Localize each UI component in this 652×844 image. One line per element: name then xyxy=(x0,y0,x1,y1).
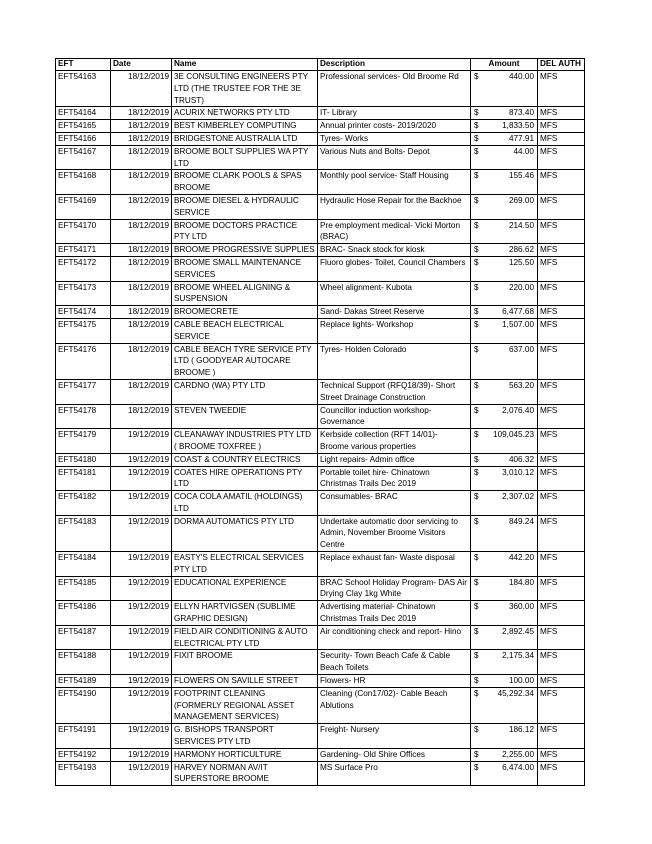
cell-date: 18/12/2019 xyxy=(111,318,172,343)
cell-name: FIELD AIR CONDITIONING & AUTO ELECTRICAL PTY LTD xyxy=(172,625,318,650)
table-row xyxy=(56,625,585,650)
cell-name: EASTY'S ELECTRICAL SERVICES PTY LTD xyxy=(172,552,318,577)
cell-date: 18/12/2019 xyxy=(111,132,172,145)
amount-value: 2,307.02 xyxy=(502,492,534,502)
header-row xyxy=(56,59,585,71)
cell-name: BEST KIMBERLEY COMPUTING xyxy=(172,120,318,133)
currency-symbol: $ xyxy=(474,553,479,563)
table-row xyxy=(56,306,585,319)
table-row xyxy=(56,107,585,120)
amount-value: 286.62 xyxy=(508,245,534,255)
cell-amount xyxy=(471,552,538,577)
cell-date: 18/12/2019 xyxy=(111,281,172,306)
cell-eft: EFT54177 xyxy=(56,379,111,404)
cell-amount xyxy=(471,120,538,133)
cell-description: Kerbside collection (RFT 14/01)- Broome various properties xyxy=(318,429,471,454)
cell-eft: EFT54169 xyxy=(56,194,111,219)
cell-del-auth: MFS xyxy=(538,194,585,219)
cell-amount xyxy=(471,748,538,761)
cell-del-auth: MFS xyxy=(538,724,585,749)
header-date: Date xyxy=(111,59,172,71)
cell-del-auth: MFS xyxy=(538,132,585,145)
cell-amount xyxy=(471,194,538,219)
cell-amount xyxy=(471,132,538,145)
cell-date: 18/12/2019 xyxy=(111,219,172,244)
table-row xyxy=(56,675,585,688)
amount-value: 45,292.34 xyxy=(497,688,534,698)
amount-value: 109,045.23 xyxy=(493,430,534,440)
cell-eft: EFT54168 xyxy=(56,170,111,195)
currency-symbol: $ xyxy=(474,344,479,354)
table-row xyxy=(56,244,585,257)
cell-name: CABLE BEACH ELECTRICAL SERVICE xyxy=(172,318,318,343)
currency-symbol: $ xyxy=(474,257,479,267)
cell-del-auth: MFS xyxy=(538,256,585,281)
table-row xyxy=(56,601,585,626)
cell-name: CARDNO (WA) PTY LTD xyxy=(172,379,318,404)
cell-del-auth: MFS xyxy=(538,491,585,516)
currency-symbol: $ xyxy=(474,467,479,477)
cell-del-auth: MFS xyxy=(538,145,585,170)
cell-name: BRIDGESTONE AUSTRALIA LTD xyxy=(172,132,318,145)
cell-description: Wheel alignment- Kubota xyxy=(318,281,471,306)
cell-description: Councillor induction workshop- Governance xyxy=(318,404,471,429)
cell-date: 18/12/2019 xyxy=(111,107,172,120)
amount-value: 1,507.00 xyxy=(502,319,534,329)
cell-amount xyxy=(471,687,538,723)
cell-description: Gardening- Old Shire Offices xyxy=(318,748,471,761)
amount-value: 2,175.34 xyxy=(502,651,534,661)
cell-description: Various Nuts and Bolts- Depot xyxy=(318,145,471,170)
cell-del-auth: MFS xyxy=(538,466,585,491)
table-row xyxy=(56,120,585,133)
cell-description: Portable toilet hire- Chinatown Christmas Trails Dec 2019 xyxy=(318,466,471,491)
table-row xyxy=(56,552,585,577)
cell-date: 18/12/2019 xyxy=(111,256,172,281)
cell-del-auth: MFS xyxy=(538,120,585,133)
currency-symbol: $ xyxy=(474,626,479,636)
table-row xyxy=(56,650,585,675)
table-row xyxy=(56,256,585,281)
cell-del-auth: MFS xyxy=(538,552,585,577)
amount-value: 406.32 xyxy=(508,454,534,464)
cell-date: 19/12/2019 xyxy=(111,724,172,749)
cell-eft: EFT54183 xyxy=(56,515,111,551)
cell-date: 19/12/2019 xyxy=(111,576,172,601)
cell-date: 18/12/2019 xyxy=(111,306,172,319)
cell-description: BRAC School Holiday Program- DAS Air Drying Clay 1kg White xyxy=(318,576,471,601)
table-row xyxy=(56,576,585,601)
currency-symbol: $ xyxy=(474,146,479,156)
cell-name: BROOME PROGRESSIVE SUPPLIES xyxy=(172,244,318,257)
cell-name: BROOMECRETE xyxy=(172,306,318,319)
table-body xyxy=(56,71,585,786)
header-description: Description xyxy=(318,59,471,71)
cell-amount xyxy=(471,343,538,379)
cell-description: Hydraulic Hose Repair for the Backhoe xyxy=(318,194,471,219)
cell-description: Freight- Nursery xyxy=(318,724,471,749)
cell-name: HARMONY HORTICULTURE xyxy=(172,748,318,761)
cell-date: 18/12/2019 xyxy=(111,194,172,219)
cell-name: BROOME DIESEL & HYDRAULIC SERVICE xyxy=(172,194,318,219)
amount-value: 2,076.40 xyxy=(502,405,534,415)
currency-symbol: $ xyxy=(474,688,479,698)
cell-eft: EFT54180 xyxy=(56,453,111,466)
cell-name: FLOWERS ON SAVILLE STREET xyxy=(172,675,318,688)
cell-eft: EFT54165 xyxy=(56,120,111,133)
cell-name: STEVEN TWEEDIE xyxy=(172,404,318,429)
cell-name: EDUCATIONAL EXPERIENCE xyxy=(172,576,318,601)
amount-value: 269.00 xyxy=(508,195,534,205)
cell-eft: EFT54171 xyxy=(56,244,111,257)
cell-amount xyxy=(471,170,538,195)
cell-del-auth: MFS xyxy=(538,515,585,551)
cell-del-auth: MFS xyxy=(538,650,585,675)
cell-eft: EFT54185 xyxy=(56,576,111,601)
cell-name: CLEANAWAY INDUSTRIES PTY LTD ( BROOME TOXFREE ) xyxy=(172,429,318,454)
amount-value: 44.00 xyxy=(513,146,534,156)
table-row xyxy=(56,379,585,404)
cell-eft: EFT54184 xyxy=(56,552,111,577)
cell-amount xyxy=(471,675,538,688)
cell-date: 19/12/2019 xyxy=(111,491,172,516)
currency-symbol: $ xyxy=(474,725,479,735)
cell-eft: EFT54166 xyxy=(56,132,111,145)
cell-eft: EFT54186 xyxy=(56,601,111,626)
cell-eft: EFT54187 xyxy=(56,625,111,650)
cell-description: Light repairs- Admin office xyxy=(318,453,471,466)
currency-symbol: $ xyxy=(474,405,479,415)
cell-description: Security- Town Beach Cafe & Cable Beach Toilets xyxy=(318,650,471,675)
cell-amount xyxy=(471,379,538,404)
cell-eft: EFT54190 xyxy=(56,687,111,723)
cell-date: 18/12/2019 xyxy=(111,379,172,404)
cell-del-auth: MFS xyxy=(538,219,585,244)
currency-symbol: $ xyxy=(474,380,479,390)
cell-eft: EFT54164 xyxy=(56,107,111,120)
header-name: Name xyxy=(172,59,318,71)
cell-del-auth: MFS xyxy=(538,244,585,257)
currency-symbol: $ xyxy=(474,492,479,502)
currency-symbol: $ xyxy=(474,133,479,143)
cell-date: 19/12/2019 xyxy=(111,515,172,551)
cell-date: 19/12/2019 xyxy=(111,761,172,786)
cell-amount xyxy=(471,601,538,626)
table-row xyxy=(56,404,585,429)
currency-symbol: $ xyxy=(474,307,479,317)
table-row xyxy=(56,429,585,454)
cell-description: Undertake automatic door servicing to Admin, November Broome Visitors Centre xyxy=(318,515,471,551)
currency-symbol: $ xyxy=(474,220,479,230)
cell-eft: EFT54167 xyxy=(56,145,111,170)
cell-del-auth: MFS xyxy=(538,281,585,306)
table-row xyxy=(56,343,585,379)
cell-amount xyxy=(471,71,538,107)
cell-name: ELLYN HARTVIGSEN (SUBLIME GRAPHIC DESIGN) xyxy=(172,601,318,626)
cell-amount xyxy=(471,453,538,466)
cell-eft: EFT54181 xyxy=(56,466,111,491)
currency-symbol: $ xyxy=(474,195,479,205)
table-row xyxy=(56,491,585,516)
cell-amount xyxy=(471,145,538,170)
cell-date: 18/12/2019 xyxy=(111,170,172,195)
table-row xyxy=(56,71,585,107)
amount-value: 100.00 xyxy=(508,676,534,686)
cell-description: Consumables- BRAC xyxy=(318,491,471,516)
table-row xyxy=(56,145,585,170)
cell-del-auth: MFS xyxy=(538,170,585,195)
cell-date: 19/12/2019 xyxy=(111,601,172,626)
table-row xyxy=(56,281,585,306)
cell-eft: EFT54174 xyxy=(56,306,111,319)
amount-value: 2,892.45 xyxy=(502,626,534,636)
cell-del-auth: MFS xyxy=(538,318,585,343)
currency-symbol: $ xyxy=(474,577,479,587)
cell-amount xyxy=(471,404,538,429)
currency-symbol: $ xyxy=(474,454,479,464)
cell-date: 18/12/2019 xyxy=(111,404,172,429)
amount-value: 220.00 xyxy=(508,282,534,292)
cell-eft: EFT54173 xyxy=(56,281,111,306)
cell-name: FIXIT BROOME xyxy=(172,650,318,675)
cell-name: COCA COLA AMATIL (HOLDINGS) LTD xyxy=(172,491,318,516)
currency-symbol: $ xyxy=(474,430,479,440)
currency-symbol: $ xyxy=(474,282,479,292)
cell-eft: EFT54178 xyxy=(56,404,111,429)
currency-symbol: $ xyxy=(474,245,479,255)
cell-description: BRAC- Snack stock for kiosk xyxy=(318,244,471,257)
cell-eft: EFT54163 xyxy=(56,71,111,107)
cell-eft: EFT54179 xyxy=(56,429,111,454)
cell-amount xyxy=(471,724,538,749)
cell-amount xyxy=(471,650,538,675)
cell-description: Air conditioning check and report- Hino xyxy=(318,625,471,650)
currency-symbol: $ xyxy=(474,516,479,526)
cell-del-auth: MFS xyxy=(538,453,585,466)
cell-date: 19/12/2019 xyxy=(111,552,172,577)
cell-del-auth: MFS xyxy=(538,748,585,761)
cell-del-auth: MFS xyxy=(538,343,585,379)
table-row xyxy=(56,724,585,749)
cell-amount xyxy=(471,107,538,120)
cell-description: Sand- Dakas Street Reserve xyxy=(318,306,471,319)
cell-amount xyxy=(471,429,538,454)
cell-eft: EFT54189 xyxy=(56,675,111,688)
table-row xyxy=(56,318,585,343)
cell-del-auth: MFS xyxy=(538,71,585,107)
cell-name: HARVEY NORMAN AV/IT SUPERSTORE BROOME xyxy=(172,761,318,786)
cell-date: 19/12/2019 xyxy=(111,748,172,761)
amount-value: 3,010.12 xyxy=(502,467,534,477)
cell-description: Tyres- Holden Colorado xyxy=(318,343,471,379)
cell-del-auth: MFS xyxy=(538,306,585,319)
amount-value: 155.46 xyxy=(508,171,534,181)
amount-value: 360.00 xyxy=(508,602,534,612)
cell-name: COAST & COUNTRY ELECTRICS xyxy=(172,453,318,466)
cell-eft: EFT54192 xyxy=(56,748,111,761)
amount-value: 563.20 xyxy=(508,380,534,390)
cell-del-auth: MFS xyxy=(538,429,585,454)
cell-eft: EFT54176 xyxy=(56,343,111,379)
payments-table xyxy=(55,58,585,786)
cell-del-auth: MFS xyxy=(538,576,585,601)
cell-name: 3E CONSULTING ENGINEERS PTY LTD (THE TRUSTEE FOR THE 3E TRUST) xyxy=(172,71,318,107)
currency-symbol: $ xyxy=(474,108,479,118)
amount-value: 184.80 xyxy=(508,577,534,587)
cell-description: Cleaning (Con17/02)- Cable Beach Ablutions xyxy=(318,687,471,723)
cell-amount xyxy=(471,256,538,281)
amount-value: 849.24 xyxy=(508,516,534,526)
cell-date: 18/12/2019 xyxy=(111,343,172,379)
cell-date: 18/12/2019 xyxy=(111,244,172,257)
cell-description: Advertising material- Chinatown Christmas Trails Dec 2019 xyxy=(318,601,471,626)
cell-date: 18/12/2019 xyxy=(111,120,172,133)
amount-value: 440.00 xyxy=(508,72,534,81)
cell-eft: EFT54175 xyxy=(56,318,111,343)
cell-eft: EFT54170 xyxy=(56,219,111,244)
cell-description: Technical Support (RFQ18/39)- Short Street Drainage Construction xyxy=(318,379,471,404)
header-del-auth: DEL AUTH xyxy=(538,59,585,71)
amount-value: 125.50 xyxy=(508,257,534,267)
cell-date: 18/12/2019 xyxy=(111,71,172,107)
cell-del-auth: MFS xyxy=(538,601,585,626)
amount-value: 442.20 xyxy=(508,553,534,563)
cell-eft: EFT54188 xyxy=(56,650,111,675)
cell-description: Replace exhaust fan- Waste disposal xyxy=(318,552,471,577)
cell-description: Fluoro globes- Toilet, Council Chambers xyxy=(318,256,471,281)
cell-eft: EFT54172 xyxy=(56,256,111,281)
cell-date: 19/12/2019 xyxy=(111,625,172,650)
currency-symbol: $ xyxy=(474,171,479,181)
cell-name: ACURIX NETWORKS PTY LTD xyxy=(172,107,318,120)
cell-eft: EFT54193 xyxy=(56,761,111,786)
cell-description: MS Surface Pro xyxy=(318,761,471,786)
cell-del-auth: MFS xyxy=(538,625,585,650)
cell-del-auth: MFS xyxy=(538,379,585,404)
cell-name: FOOTPRINT CLEANING (FORMERLY REGIONAL ASSET MANAGEMENT SERVICES) xyxy=(172,687,318,723)
cell-name: BROOME SMALL MAINTENANCE SERVICES xyxy=(172,256,318,281)
cell-eft: EFT54182 xyxy=(56,491,111,516)
table-row xyxy=(56,687,585,723)
cell-name: BROOME CLARK POOLS & SPAS BROOME xyxy=(172,170,318,195)
table-row xyxy=(56,466,585,491)
currency-symbol: $ xyxy=(474,72,479,81)
cell-del-auth: MFS xyxy=(538,404,585,429)
cell-description: Pre employment medical- Vicki Morton (BRAC) xyxy=(318,219,471,244)
amount-value: 1,833.50 xyxy=(502,121,534,131)
table-row xyxy=(56,194,585,219)
cell-date: 19/12/2019 xyxy=(111,466,172,491)
currency-symbol: $ xyxy=(474,676,479,686)
cell-amount xyxy=(471,281,538,306)
cell-description: Professional services- Old Broome Rd xyxy=(318,71,471,107)
cell-del-auth: MFS xyxy=(538,675,585,688)
cell-name: COATES HIRE OPERATIONS PTY LTD xyxy=(172,466,318,491)
amount-value: 6,477.68 xyxy=(502,307,534,317)
cell-name: BROOME BOLT SUPPLIES WA PTY LTD xyxy=(172,145,318,170)
cell-amount xyxy=(471,491,538,516)
table-row xyxy=(56,748,585,761)
cell-name: BROOME WHEEL ALIGNING & SUSPENSION xyxy=(172,281,318,306)
table-row xyxy=(56,219,585,244)
amount-value: 873.40 xyxy=(508,108,534,118)
cell-amount xyxy=(471,625,538,650)
cell-amount xyxy=(471,318,538,343)
amount-value: 637.00 xyxy=(508,344,534,354)
amount-value: 186.12 xyxy=(508,725,534,735)
currency-symbol: $ xyxy=(474,319,479,329)
cell-amount xyxy=(471,466,538,491)
cell-description: Annual printer costs- 2019/2020 xyxy=(318,120,471,133)
cell-amount xyxy=(471,761,538,786)
cell-date: 19/12/2019 xyxy=(111,650,172,675)
currency-symbol: $ xyxy=(474,749,479,759)
cell-description: Replace lights- Workshop xyxy=(318,318,471,343)
currency-symbol: $ xyxy=(474,602,479,612)
cell-description: Monthly pool service- Staff Housing xyxy=(318,170,471,195)
cell-amount xyxy=(471,515,538,551)
cell-date: 19/12/2019 xyxy=(111,687,172,723)
amount-value: 6,474.00 xyxy=(502,762,534,772)
amount-value: 214.50 xyxy=(508,220,534,230)
cell-description: Tyres- Works xyxy=(318,132,471,145)
cell-amount xyxy=(471,219,538,244)
table-row xyxy=(56,515,585,551)
cell-date: 18/12/2019 xyxy=(111,145,172,170)
cell-amount xyxy=(471,306,538,319)
cell-description: Flowers- HR xyxy=(318,675,471,688)
cell-date: 19/12/2019 xyxy=(111,453,172,466)
cell-del-auth: MFS xyxy=(538,687,585,723)
cell-description: IT- Library xyxy=(318,107,471,120)
table-row xyxy=(56,170,585,195)
amount-value: 477.91 xyxy=(508,133,534,143)
table-row xyxy=(56,453,585,466)
amount-value: 2,255.00 xyxy=(502,749,534,759)
cell-eft: EFT54191 xyxy=(56,724,111,749)
currency-symbol: $ xyxy=(474,762,479,772)
cell-name: DORMA AUTOMATICS PTY LTD xyxy=(172,515,318,551)
cell-date: 19/12/2019 xyxy=(111,675,172,688)
cell-name: CABLE BEACH TYRE SERVICE PTY LTD ( GOODYEAR AUTOCARE BROOME ) xyxy=(172,343,318,379)
header-amount: Amount xyxy=(471,59,538,71)
table-row xyxy=(56,761,585,786)
cell-amount xyxy=(471,244,538,257)
cell-amount xyxy=(471,576,538,601)
header-eft: EFT xyxy=(56,59,111,71)
cell-date: 19/12/2019 xyxy=(111,429,172,454)
table-row xyxy=(56,132,585,145)
currency-symbol: $ xyxy=(474,651,479,661)
currency-symbol: $ xyxy=(474,121,479,131)
cell-del-auth: MFS xyxy=(538,761,585,786)
cell-name: BROOME DOCTORS PRACTICE PTY LTD xyxy=(172,219,318,244)
cell-name: G. BISHOPS TRANSPORT SERVICES PTY LTD xyxy=(172,724,318,749)
cell-del-auth: MFS xyxy=(538,107,585,120)
